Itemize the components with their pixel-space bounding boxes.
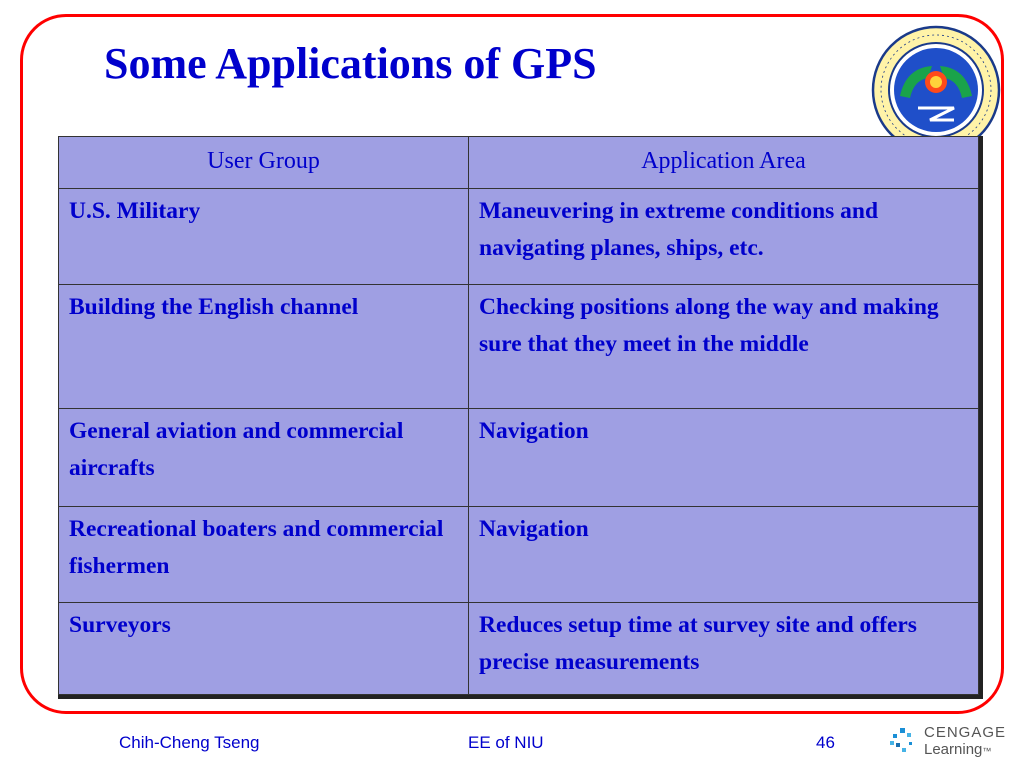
- cell-user-group: General aviation and commercial aircrafts: [59, 409, 469, 507]
- cell-application-area: Navigation: [469, 409, 979, 507]
- cengage-logo: [888, 722, 1014, 760]
- cengage-brand-sub: Learning™: [924, 741, 992, 758]
- cell-user-group: Recreational boaters and commercial fishermen: [59, 507, 469, 603]
- header-user-group: User Group: [59, 137, 469, 189]
- table-row: [59, 409, 979, 507]
- applications-table-wrapper: [58, 136, 983, 699]
- cell-application-area: Navigation: [469, 507, 979, 603]
- table-row: [59, 285, 979, 409]
- cengage-logo-icon: [888, 726, 918, 756]
- table-row: [59, 189, 979, 285]
- applications-table: [58, 136, 979, 695]
- footer-department: EE of NIU: [468, 733, 544, 752]
- cell-application-area: Reduces setup time at survey site and offers precise measurements: [469, 603, 979, 695]
- footer-page-number: 46: [816, 733, 835, 752]
- footer-author: Chih-Cheng Tseng: [119, 733, 260, 752]
- cell-application-area: Maneuvering in extreme conditions and navigating planes, ships, etc.: [469, 189, 979, 285]
- header-application-area: Application Area: [469, 137, 979, 189]
- table-row: [59, 507, 979, 603]
- trademark-symbol: ™: [982, 746, 992, 756]
- table-row: [59, 603, 979, 695]
- cell-user-group: Building the English channel: [59, 285, 469, 409]
- cell-user-group: U.S. Military: [59, 189, 469, 285]
- cengage-brand-name: CENGAGE: [924, 724, 1007, 741]
- cell-application-area: Checking positions along the way and making sure that they meet in the middle: [469, 285, 979, 409]
- slide-title: Some Applications of GPS: [104, 39, 597, 88]
- cell-user-group: Surveyors: [59, 603, 469, 695]
- table-header-row: [59, 137, 979, 189]
